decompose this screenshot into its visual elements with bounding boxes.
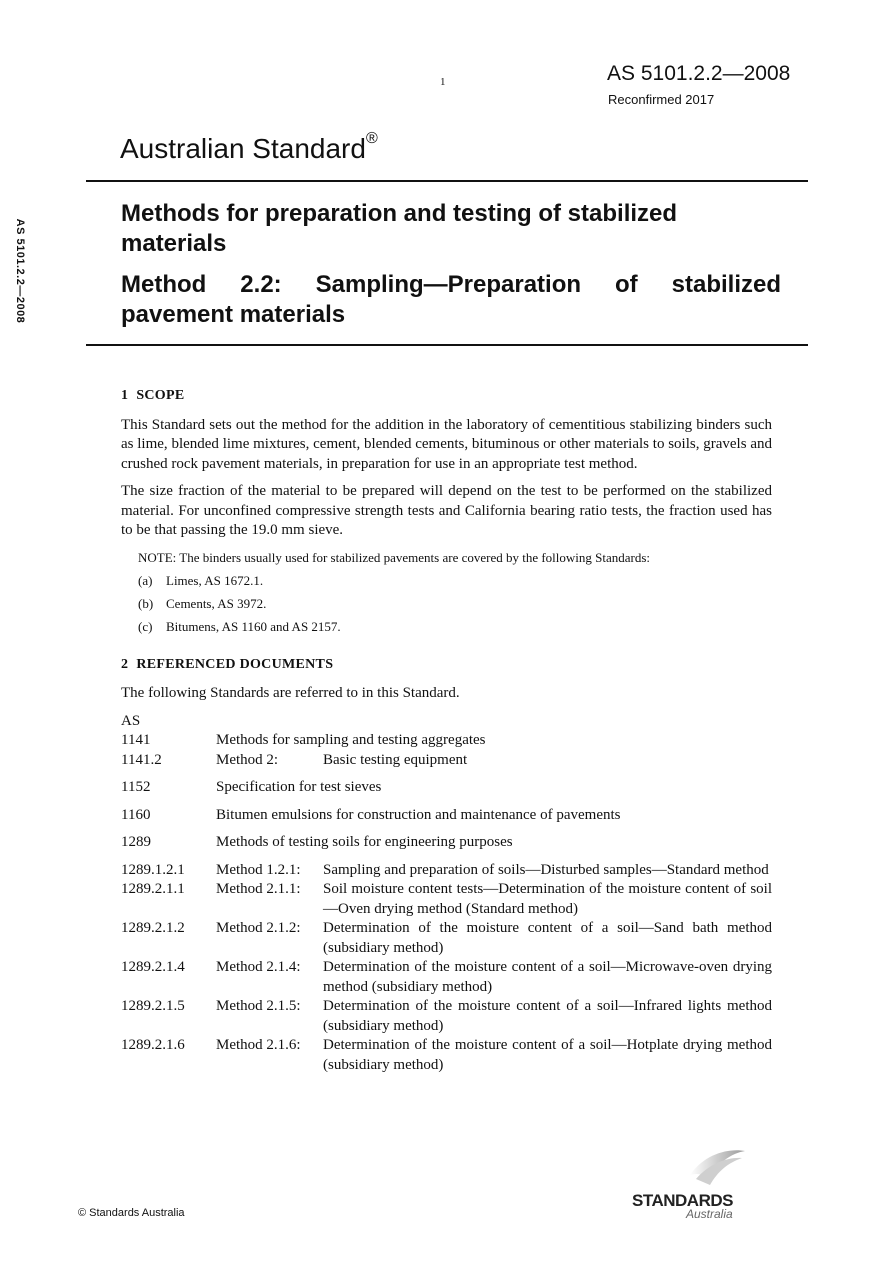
reference-row xyxy=(121,919,772,958)
scope-paragraph-2: The size fraction of the material to be prepared will depend on the test to be performed on the stabilized material. For unconfined compressive strength tests and California bearing ratio tests, the fraction used has to be that passing the 19.0 mm sieve. xyxy=(121,483,772,538)
top-rule xyxy=(86,180,808,182)
document-code: AS 5101.2.2—2008 xyxy=(607,62,791,85)
series-title xyxy=(120,130,378,165)
references-heading-text: REFERENCED DOCUMENTS xyxy=(136,656,334,672)
reference-code: 1160 xyxy=(121,806,151,823)
note-item xyxy=(138,572,772,589)
reference-title: Determination of the moisture content of a soil—Hotplate drying method (subsidiary method) xyxy=(323,1037,772,1073)
reference-code: 1141 xyxy=(121,732,151,748)
note-item xyxy=(138,618,772,635)
note-item-text: Limes, AS 1672.1. xyxy=(166,572,264,588)
scope-paragraph-1: This Standard sets out the method for the addition in the laboratory of cementitious stabilizing binders such as lime, blended lime mixtures, cement, blended cements, bituminous or other materials to soils, gravels and crushed rock pavement materials, in preparation for use in an appropriate test method. xyxy=(121,416,772,472)
reference-row xyxy=(121,751,772,771)
reference-title: Sampling and preparation of soils—Disturbed samples—Standard method xyxy=(323,861,769,878)
references-intro: The following Standards are referred to in this Standard. xyxy=(121,685,460,701)
reference-code: 1289.2.1.1 xyxy=(121,881,185,897)
reference-code: 1289.2.1.6 xyxy=(121,1037,185,1053)
reference-code: 1289 xyxy=(121,834,151,850)
note-item-label: (c) xyxy=(138,618,153,634)
reference-code: 1152 xyxy=(121,779,151,795)
method-title-line2: pavement materials xyxy=(121,301,346,328)
reference-row xyxy=(121,997,772,1036)
reference-row xyxy=(121,806,772,826)
reference-title: Soil moisture content tests—Determination of the moisture content of soil—Oven drying method (Standard method) xyxy=(323,881,772,917)
reference-method: Method 2.1.1: xyxy=(216,881,301,897)
page-number: 1 xyxy=(440,76,446,88)
standards-australia-logo xyxy=(630,1145,750,1225)
scope-heading-number: 1 xyxy=(121,388,129,403)
note-item-text: Cements, AS 3972. xyxy=(166,595,267,611)
reference-title: Basic testing equipment xyxy=(323,751,468,768)
method-title xyxy=(121,270,781,330)
registered-mark: ® xyxy=(365,130,378,147)
series-title-text: Australian Standard xyxy=(120,133,366,164)
side-document-code: AS 5101.2.2—2008 xyxy=(14,218,26,324)
reference-method: Method 1.2.1: xyxy=(216,861,301,878)
reference-method: Method 2.1.2: xyxy=(216,920,301,936)
main-title: Methods for preparation and testing of stabilized materials xyxy=(121,200,678,257)
reference-title: Bitumen emulsions for construction and maintenance of pavements xyxy=(216,806,621,823)
logo-text: STANDARDS xyxy=(632,1191,733,1210)
reference-row xyxy=(121,731,772,751)
reference-code: 1289.2.1.5 xyxy=(121,998,185,1014)
reference-title: Methods for sampling and testing aggregates xyxy=(216,732,486,748)
scope-heading-text: SCOPE xyxy=(136,388,185,403)
reference-row xyxy=(121,861,772,881)
reconfirmed-note: Reconfirmed 2017 xyxy=(608,92,715,107)
references-heading xyxy=(121,655,772,675)
logo-subtext: Australia xyxy=(686,1207,733,1221)
reference-row xyxy=(121,833,772,853)
note-text: NOTE: The binders usually used for stabilized pavements are covered by the following Standards: xyxy=(138,549,651,565)
note-item-text: Bitumens, AS 1160 and AS 2157. xyxy=(166,618,341,634)
reference-code: 1289.2.1.2 xyxy=(121,920,185,936)
references-group-label: AS xyxy=(121,712,141,729)
reference-title: Specification for test sieves xyxy=(216,779,382,795)
reference-title: Determination of the moisture content of a soil—Infrared lights method (subsidiary method) xyxy=(323,998,772,1034)
reference-title: Determination of the moisture content of a soil—Sand bath method (subsidiary method) xyxy=(323,920,772,956)
reference-row xyxy=(121,778,772,798)
scope-note xyxy=(138,549,772,635)
reference-method: Method 2: xyxy=(216,751,279,768)
note-item xyxy=(138,595,772,612)
reference-row xyxy=(121,958,772,997)
reference-title: Methods of testing soils for engineering purposes xyxy=(216,834,513,850)
reference-method: Method 2.1.5: xyxy=(216,998,301,1014)
reference-code: 1289.1.2.1 xyxy=(121,861,185,878)
reference-method: Method 2.1.6: xyxy=(216,1037,301,1053)
scope-heading xyxy=(121,386,772,406)
method-title-line1: Method 2.2: Sampling—Preparation of stabilized xyxy=(121,271,781,298)
reference-code: 1289.2.1.4 xyxy=(121,959,185,975)
reference-code: 1141.2 xyxy=(121,751,162,768)
copyright-notice: © Standards Australia xyxy=(78,1207,185,1219)
reference-method: Method 2.1.4: xyxy=(216,959,301,975)
note-item-label: (b) xyxy=(138,595,154,611)
references-heading-number: 2 xyxy=(121,656,129,672)
reference-row xyxy=(121,880,772,919)
bottom-rule xyxy=(86,344,808,346)
reference-row xyxy=(121,1036,772,1075)
note-item-label: (a) xyxy=(138,572,153,588)
reference-title: Determination of the moisture content of a soil—Microwave-oven drying method (subsidiary method) xyxy=(323,959,772,995)
document-body xyxy=(121,386,772,1075)
